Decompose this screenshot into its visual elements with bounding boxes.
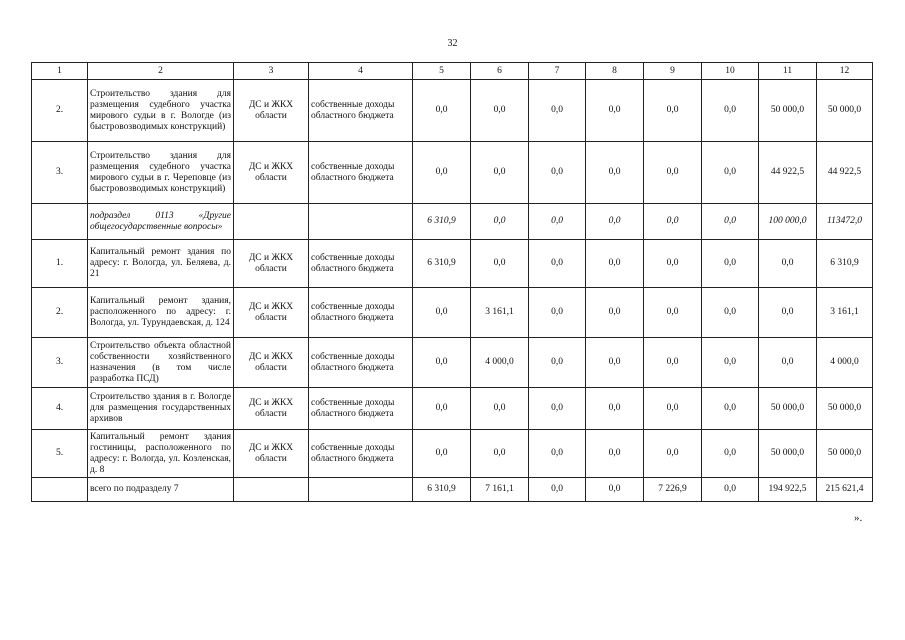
- value-col-6: 0,0: [471, 142, 529, 204]
- value-col-10: 0,0: [702, 338, 759, 388]
- col-header-5: 5: [413, 63, 471, 80]
- funding-source: собственные доходы областного бюджета: [309, 80, 413, 142]
- row-number: [32, 478, 88, 502]
- executor: ДС и ЖКХ области: [234, 240, 309, 288]
- value-col-12: 50 000,0: [817, 80, 873, 142]
- value-col-11: 0,0: [759, 240, 817, 288]
- funding-source: [309, 478, 413, 502]
- value-col-11: 44 922,5: [759, 142, 817, 204]
- value-col-10: 0,0: [702, 240, 759, 288]
- value-col-12: 50 000,0: [817, 430, 873, 478]
- object-name: Капитальный ремонт здания по адресу: г. Вологда, ул. Беляева, д. 21: [88, 240, 234, 288]
- value-col-11: 0,0: [759, 338, 817, 388]
- object-name: Строительство здания для размещения судебного участка мирового судьи в г. Вологде (из быстровозводимых конструкций): [88, 80, 234, 142]
- subsection-row: [32, 204, 873, 240]
- executor: ДС и ЖКХ области: [234, 142, 309, 204]
- executor: ДС и ЖКХ области: [234, 288, 309, 338]
- value-col-8: 0,0: [586, 288, 644, 338]
- value-col-5: 6 310,9: [413, 478, 471, 502]
- object-name: Строительство здания для размещения судебного участка мирового судьи в г. Череповце (из быстровозводимых конструкций): [88, 142, 234, 204]
- value-col-7: 0,0: [529, 142, 586, 204]
- row-number: [32, 204, 88, 240]
- value-col-7: 0,0: [529, 240, 586, 288]
- value-col-5: 6 310,9: [413, 204, 471, 240]
- value-col-6: 0,0: [471, 430, 529, 478]
- table-row: [32, 288, 873, 338]
- table-row: [32, 80, 873, 142]
- value-col-8: 0,0: [586, 430, 644, 478]
- value-col-7: 0,0: [529, 80, 586, 142]
- funding-source: собственные доходы областного бюджета: [309, 240, 413, 288]
- value-col-6: 0,0: [471, 240, 529, 288]
- value-col-6: 0,0: [471, 80, 529, 142]
- budget-table: [31, 62, 873, 502]
- executor: ДС и ЖКХ области: [234, 388, 309, 430]
- value-col-8: 0,0: [586, 142, 644, 204]
- executor: ДС и ЖКХ области: [234, 338, 309, 388]
- object-name: Капитальный ремонт здания, расположенного по адресу: г. Вологда, ул. Турундаевская, д. 124: [88, 288, 234, 338]
- col-header-6: 6: [471, 63, 529, 80]
- value-col-10: 0,0: [702, 80, 759, 142]
- value-col-6: 0,0: [471, 388, 529, 430]
- value-col-5: 0,0: [413, 288, 471, 338]
- total-row: [32, 478, 873, 502]
- value-col-8: 0,0: [586, 478, 644, 502]
- row-number: 4.: [32, 388, 88, 430]
- value-col-9: 0,0: [644, 430, 702, 478]
- value-col-9: 0,0: [644, 388, 702, 430]
- object-name: Капитальный ремонт здания гостиницы, расположенного по адресу: г. Вологда, ул. Козленская, д. 8: [88, 430, 234, 478]
- page-number: 32: [447, 38, 458, 49]
- value-col-11: 50 000,0: [759, 430, 817, 478]
- value-col-12: 6 310,9: [817, 240, 873, 288]
- executor: ДС и ЖКХ области: [234, 430, 309, 478]
- closing-quote-mark: ».: [854, 512, 863, 524]
- col-header-2: 2: [88, 63, 234, 80]
- value-col-12: 3 161,1: [817, 288, 873, 338]
- value-col-12: 44 922,5: [817, 142, 873, 204]
- value-col-8: 0,0: [586, 388, 644, 430]
- value-col-6: 0,0: [471, 204, 529, 240]
- col-header-10: 10: [702, 63, 759, 80]
- value-col-10: 0,0: [702, 204, 759, 240]
- object-name: Строительство здания в г. Вологде для размещения государственных архивов: [88, 388, 234, 430]
- value-col-8: 0,0: [586, 80, 644, 142]
- funding-source: собственные доходы областного бюджета: [309, 388, 413, 430]
- col-header-9: 9: [644, 63, 702, 80]
- table-row: [32, 430, 873, 478]
- funding-source: собственные доходы областного бюджета: [309, 142, 413, 204]
- col-header-12: 12: [817, 63, 873, 80]
- value-col-5: 6 310,9: [413, 240, 471, 288]
- value-col-10: 0,0: [702, 388, 759, 430]
- table-row: [32, 142, 873, 204]
- value-col-8: 0,0: [586, 204, 644, 240]
- col-header-3: 3: [234, 63, 309, 80]
- col-header-8: 8: [586, 63, 644, 80]
- value-col-7: 0,0: [529, 430, 586, 478]
- table-row: [32, 388, 873, 430]
- table-header-row: [32, 63, 873, 80]
- value-col-11: 100 000,0: [759, 204, 817, 240]
- row-number: 3.: [32, 142, 88, 204]
- value-col-5: 0,0: [413, 388, 471, 430]
- value-col-7: 0,0: [529, 204, 586, 240]
- executor: [234, 478, 309, 502]
- col-header-1: 1: [32, 63, 88, 80]
- value-col-5: 0,0: [413, 80, 471, 142]
- col-header-7: 7: [529, 63, 586, 80]
- executor: ДС и ЖКХ области: [234, 80, 309, 142]
- funding-source: собственные доходы областного бюджета: [309, 430, 413, 478]
- value-col-9: 0,0: [644, 240, 702, 288]
- value-col-11: 50 000,0: [759, 80, 817, 142]
- value-col-5: 0,0: [413, 338, 471, 388]
- row-number: 2.: [32, 288, 88, 338]
- value-col-9: 0,0: [644, 338, 702, 388]
- value-col-9: 0,0: [644, 288, 702, 338]
- value-col-6: 4 000,0: [471, 338, 529, 388]
- value-col-8: 0,0: [586, 240, 644, 288]
- value-col-10: 0,0: [702, 430, 759, 478]
- value-col-10: 0,0: [702, 288, 759, 338]
- value-col-6: 7 161,1: [471, 478, 529, 502]
- row-number: 1.: [32, 240, 88, 288]
- value-col-8: 0,0: [586, 338, 644, 388]
- funding-source: собственные доходы областного бюджета: [309, 288, 413, 338]
- table-row: [32, 240, 873, 288]
- value-col-7: 0,0: [529, 478, 586, 502]
- object-name: всего по подразделу 7: [88, 478, 234, 502]
- value-col-10: 0,0: [702, 478, 759, 502]
- value-col-5: 0,0: [413, 142, 471, 204]
- col-header-4: 4: [309, 63, 413, 80]
- value-col-5: 0,0: [413, 430, 471, 478]
- object-name: Строительство объекта областной собственности хозяйственного назначения (в том числе разработка ПСД): [88, 338, 234, 388]
- funding-source: [309, 204, 413, 240]
- value-col-12: 113472,0: [817, 204, 873, 240]
- executor: [234, 204, 309, 240]
- object-name: подраздел 0113 «Другие общегосударственные вопросы»: [88, 204, 234, 240]
- value-col-7: 0,0: [529, 288, 586, 338]
- value-col-6: 3 161,1: [471, 288, 529, 338]
- value-col-12: 4 000,0: [817, 338, 873, 388]
- value-col-9: 0,0: [644, 204, 702, 240]
- value-col-11: 194 922,5: [759, 478, 817, 502]
- value-col-12: 50 000,0: [817, 388, 873, 430]
- value-col-11: 0,0: [759, 288, 817, 338]
- value-col-7: 0,0: [529, 388, 586, 430]
- value-col-9: 0,0: [644, 142, 702, 204]
- value-col-7: 0,0: [529, 338, 586, 388]
- row-number: 5.: [32, 430, 88, 478]
- value-col-9: 0,0: [644, 80, 702, 142]
- value-col-10: 0,0: [702, 142, 759, 204]
- table-row: [32, 338, 873, 388]
- value-col-12: 215 621,4: [817, 478, 873, 502]
- col-header-11: 11: [759, 63, 817, 80]
- funding-source: собственные доходы областного бюджета: [309, 338, 413, 388]
- value-col-11: 50 000,0: [759, 388, 817, 430]
- value-col-9: 7 226,9: [644, 478, 702, 502]
- row-number: 3.: [32, 338, 88, 388]
- row-number: 2.: [32, 80, 88, 142]
